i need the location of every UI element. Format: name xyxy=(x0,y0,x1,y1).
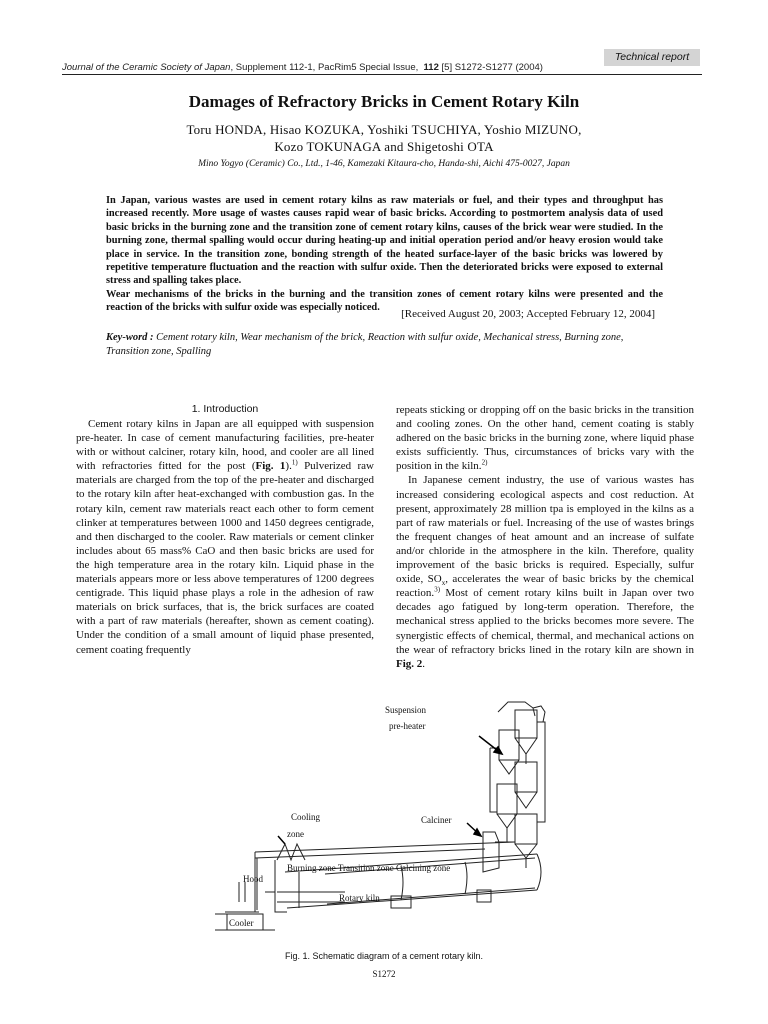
journal-supplement: , Supplement 112-1, PacRim5 Special Issue, xyxy=(230,62,419,73)
paper-title: Damages of Refractory Bricks in Cement Rotary Kiln xyxy=(188,92,580,111)
figure-1-kiln-diagram xyxy=(215,692,551,942)
keyword-list: Cement rotary kiln, Wear mechanism of the brick, Reaction with sulfur oxide, Mechanical stress, Burning zone, Transition zone, Spalling xyxy=(106,332,624,357)
citation-3[interactable]: 3) xyxy=(434,585,441,594)
keywords-block xyxy=(106,331,666,359)
intro-text-a: Cement rotary kilns in Japan are all equipped with suspension pre-heater. In case of cement manufacturing facilities, pre-heater with or without calciner, rotary kiln, hood, and cooler are all lined with refractories fitted for the post ( xyxy=(76,418,374,473)
label-cooling: Cooling xyxy=(291,812,321,822)
label-preheater: pre-heater xyxy=(389,721,426,731)
fig2-reference[interactable]: Fig. 2 xyxy=(396,657,423,670)
received-dates: [Received August 20, 2003; Accepted February 12, 2004] xyxy=(401,308,655,320)
label-zones: Burning zone Transition zone Calcining zone xyxy=(287,863,451,873)
intro-text-c: Pulverized raw materials are charged from the top of the pre-heater and discharged to the rotary kiln after heat-exchanged with combustion gas. In the rotary kiln, cement raw materials react each other to form cement clinker at temperatures between 1000 and 1450 degrees centigrade, and then discharged to the cooler. Raw materials or cement clinker includes about 65 mass% CaO and then basic bricks are used for the high temperature area in the rotary kiln. Liquid phase in the materials appears more or less above temperatures of 1200 degrees centigrade. This liquid phase plays a role in the adhesion of raw materials on brick surfaces, that is, the brick surfaces are coated with a part of raw materials (hereafter, shown as cement coating). Under the condition of a small amount of liquid phase presented, cement coating frequently xyxy=(76,460,374,656)
abstract-paragraph-1: In Japan, various wastes are used in cement rotary kilns as raw materials or fuel, and their types and throughput has increased recently. More usage of wastes causes rapid wear of basic bricks. According to postmortem analysis data of used basic bricks in the burning zone and the transition zone of cement rotary kilns, causes of the brick wear were studied. In the burning zone, thermal spalling would occur during heating-up and initial operation period and/or heavy erosion would take place in service. In the transition zone, bonding strength of the heated surface-layer of the basic bricks was lowered by repetitive temperature fluctuation and the reaction with sulfur oxide. Then the deteriorated bricks were exposed to external stress and spalling takes place. xyxy=(106,195,663,287)
abstract-paragraph-2: Wear mechanisms of the bricks in the burning and the transition zones of cement rotary kilns were presented and the reaction of the bricks with sulfur oxide was especially noticed. xyxy=(106,288,663,314)
fig1-reference[interactable]: Fig. 1 xyxy=(255,460,286,473)
right-text-2a: In Japanese cement industry, the use of various wastes has increased considering ecological aspects and cost reduction. At present, approximately 28 million tpa is employed in the kilns as a part of raw materials or fuel. Increasing of the use of wastes brings the frequent changes of heat amount and an increase of sulfate and/or chloride in the atmosphere in the kiln. Therefore, quality improvement of the basic bricks is required. Especially, sulfur oxide, SO xyxy=(396,474,694,586)
calciner-drawing xyxy=(483,832,515,872)
label-zone: zone xyxy=(287,829,304,839)
cooler-hood-drawing xyxy=(215,842,515,930)
label-cooler: Cooler xyxy=(229,918,254,928)
label-calciner: Calciner xyxy=(421,815,452,825)
intro-text-b: ). xyxy=(285,460,292,473)
section-title-introduction: 1. Introduction xyxy=(191,403,259,415)
figure-1-caption: Fig. 1. Schematic diagram of a cement rotary kiln. xyxy=(284,951,484,961)
authors-line-2: Kozo TOKUNAGA and Shigetoshi OTA xyxy=(274,139,494,154)
label-suspension: Suspension xyxy=(385,705,427,715)
journal-volume: 112 xyxy=(423,62,439,73)
citation-1[interactable]: 1) xyxy=(291,458,298,467)
keyword-label: Key-word : xyxy=(106,332,154,343)
sox-subscript: x xyxy=(441,579,446,588)
report-type-badge: Technical report xyxy=(604,49,700,66)
page-number: S1272 xyxy=(372,969,396,979)
journal-name: Journal of the Ceramic Society of Japan xyxy=(62,62,231,73)
right-paragraph-2 xyxy=(396,473,694,670)
right-text-2d: . xyxy=(422,657,426,670)
right-text-1: repeats sticking or dropping off on the basic bricks in the transition and cooling zones. On the other hand, cement coating is stably adhered on the basic bricks in the burning zone, where liquid phase exists sufficiently. Thus, circumstances of bricks vary with the position in the kiln. xyxy=(396,404,694,473)
citation-2[interactable]: 2) xyxy=(481,458,488,467)
left-column xyxy=(76,417,374,657)
right-paragraph-1 xyxy=(396,403,694,473)
label-rotary-kiln: Rotary kiln xyxy=(339,893,380,903)
right-column xyxy=(396,403,694,671)
label-hood: Hood xyxy=(243,874,263,884)
journal-issue-pages: [5] S1272-S1277 (2004) xyxy=(441,62,543,73)
right-text-2c: Most of cement rotary kilns built in Japan over two decades ago fatigued by long-term operation. Therefore, the mechanical stress applied to the bricks becomes more severe. The synergistic effects of chemical, thermal, and mechanical actions on the wear of refractory bricks lined in the rotary kiln are shown in xyxy=(396,587,694,656)
abstract xyxy=(106,194,663,315)
journal-header xyxy=(62,62,543,73)
affiliation: Mino Yogyo (Ceramic) Co., Ltd., 1-46, Kamezaki Kitaura-cho, Handa-shi, Aichi 475-0027, Japan xyxy=(198,159,570,169)
authors-line-1: Toru HONDA, Hisao KOZUKA, Yoshiki TSUCHIYA, Yoshio MIZUNO, xyxy=(186,122,582,137)
right-text-2b: , accelerates the wear of basic bricks by the chemical reaction. xyxy=(396,573,694,600)
header-rule xyxy=(62,74,702,75)
intro-paragraph-1 xyxy=(76,417,374,657)
